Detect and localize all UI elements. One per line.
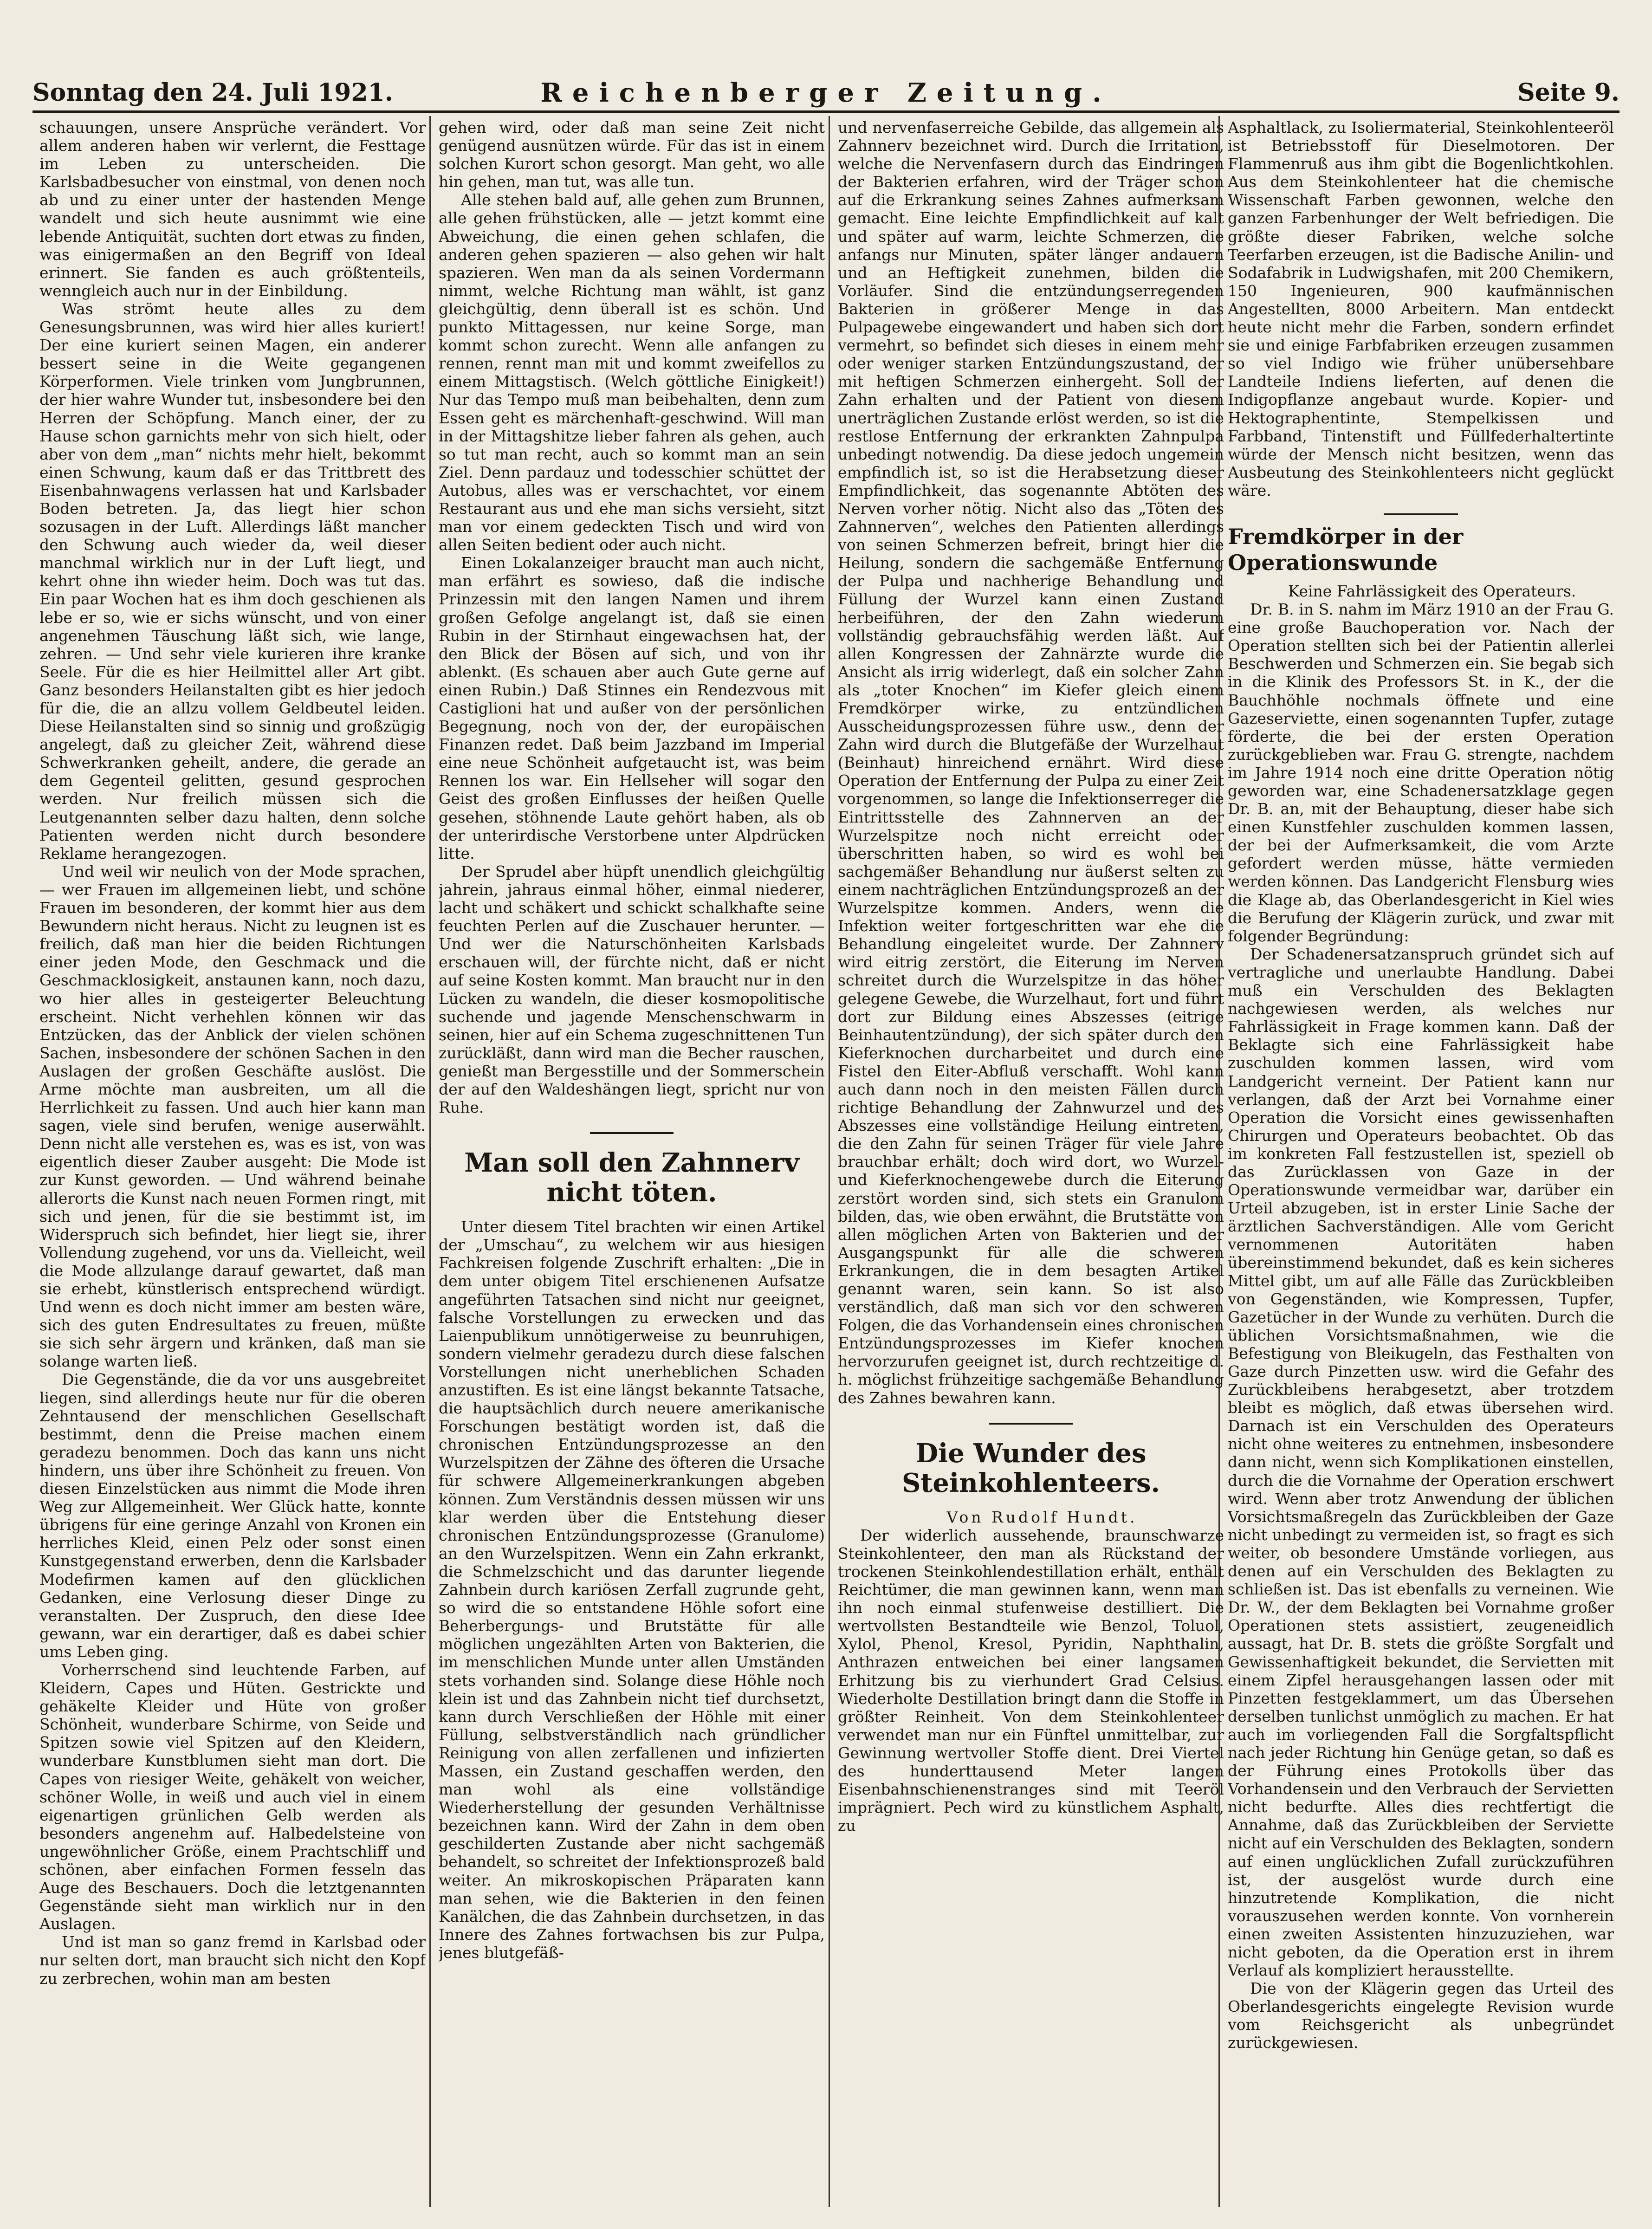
paragraph: Der Schadenersatzanspruch gründet sich auf vertragliche und unerlaubte Handlung. Dabei muß ein Verschulden des Beklagten nachgewiesen werden, als welches nur Fahrlässigkeit in Frage kommen kann. Daß der Beklagte sich eine Fahrlässigkeit habe zuschulden kommen lassen, wird vom Landgericht verneint. Der Patient kann nur verlangen, daß der Arzt bei Vornahme einer Operation die Vorsicht eines gewissenhaften Chirurgen und Operateurs beobachtet. Ob das im konkreten Fall festzustellen ist, speziell ob das Zurücklassen von Gaze in der Operationswunde vermeidbar war, darüber ein Urteil abzugeben, ist in erster Linie Sache der ärztlichen Sachverständigen. Alle vom Gericht vernommenen Autoritäten haben übereinstimmend bekundet, daß es kein sicheres Mittel gibt, um auf alle Fälle das Zurückbleiben von Gegenständen, wie Kompressen, Tupfer, Gazetücher in der Wunde zu verhüten. Durch die üblichen Vorsichtsmaßnahmen, wie die Befestigung von Bleikugeln, das Festhalten von Gaze durch Pinzetten usw. wird die Gefahr des Zurückbleibens herabgesetzt, aber trotzdem bleibt es möglich, daß etwas übersehen wird. Darnach ist ein Verschulden des Operateurs nicht ohne weiteres zu entnehmen, insbesondere dann nicht, wenn sich Komplikationen einstellen, durch die die Vornahme der Operation erschwert wird. Wenn aber trotz Anwendung der üblichen Vorsichtsmaßregeln das Zurückbleiben der Gaze nicht unbedingt zu vermeiden ist, so fragt es sich weiter, ob besondere Umstände vorliegen, aus denen auf ein Verschulden des Beklagten zu schließen ist. Das ist ebenfalls zu verneinen. Wie Dr. W., der dem Beklagten bei Vornahme großer Operationen stets assistiert, zeugeneidlich aussagt, hat Dr. B. stets die größte Sorgfalt und Gewissenhaftigkeit bekundet, die Servietten mit einem Zipfel herausgehangen lassen oder mit Pinzetten festgeklammert, um das Übersehen derselben tunlichst unmöglich zu machen. Er hat auch im vorliegenden Fall die Sorgfaltspflicht nach jeder Richtung hin Genüge getan, so daß es der Führung eines Protokolls über das Vorhandensein und den Verbrauch der Servietten nicht bedurfte. Alles dies rechtfertigt die Annahme, daß das Zurückbleiben der Serviette nicht auf ein Verschulden des Beklagten, sondern auf einen unglücklichen Zufall zurückzuführen ist, der ausgelöst wurde durch eine hinzutretende Komplikation, die nicht vorauszusehen werden konnte. Von vornherein einen zweiten Assistenten hinzuzuziehen, war nicht geboten, da die Operation erst in ihrem Verlauf als kompliziert herausstellte.: [1228, 945, 1614, 1980]
column-2: [439, 118, 825, 2207]
column-1: [39, 118, 426, 2207]
article-title-zahnnerv: Man soll den Zahnnerv nicht töten.: [464, 1147, 799, 1208]
column-3: [838, 118, 1224, 2207]
page-number: Seite 9.: [1517, 78, 1620, 107]
masthead: Reichenberger Zeitung.: [540, 78, 1112, 108]
paragraph: Der widerlich aussehende, braunschwarze Steinkohlenteer, den man als Rückstand der trockenen Steinkohlendestillation erhält, enthält Reichtümer, die man gewinnen kann, wenn man ihn noch einmal stufenweise destilliert. Die wertvollsten Bestandteile wie Benzol, Toluol, Xylol, Phenol, Kresol, Pyridin, Naphthalin, Anthrazen entweichen bei einer langsamen Erhitzung bis zu vierhundert Grad Celsius. Wiederholte Destillation bringt dann die Stoffe in größter Reinheit. Von dem Steinkohlenteer verwendet man nur ein Fünftel unmittelbar, zur Gewinnung wertvoller Stoffe dient. Drei Viertel des hunderttausend Meter langen Eisenbahnschienenstranges sind mit Teeröl imprägniert. Pech wird zu künstlichem Asphalt, zu: [838, 1526, 1224, 1835]
paragraph: Asphaltlack, zu Isoliermaterial, Steinkohlenteeröl ist Betriebsstoff für Dieselmotoren. Der Flammenruß aus ihm gibt die Bogenlichtkohlen. Aus dem Steinkohlenteer hat die chemische Wissenschaft Farben gewonnen, welche den ganzen Farbenhunger der Welt befriedigen. Die größte dieser Fabriken, welche solche Teerfarben erzeugen, ist die Badische Anilin- und Sodafabrik in Ludwigshafen, mit 200 Chemikern, 150 Ingenieuren, 900 kaufmännischen Angestellten, 8000 Arbeitern. Man entdeckt heute nicht mehr die Farben, sondern erfindet sie und einige Farbfabriken erzeugen zusammen so viel Indigo wie früher unübersehbare Landteile Indiens lieferten, auf denen die Indigopflanze angebaut wurde. Kopier- und Hektographentinte, Stempelkissen und Farbband, Tintenstift und Füllfederhaltertinte würde der Mensch nicht besitzen, wenn das Ausbeutung des Steinkohlenteers nicht geglückt wäre.: [1228, 118, 1614, 499]
paragraph: und nervenfaserreiche Gebilde, das allgemein als Zahnnerv bezeichnet wird. Durch die Irritation, welche die Nervenfasern durch das Eindringen der Bakterien erfahren, wird der Träger schon auf die Erkrankung seines Zahnes aufmerksam gemacht. Eine leichte Empfindlichkeit auf kalt und später auf warm, leichte Schmerzen, die anfangs nur Minuten, später länger andauern und an Heftigkeit zunehmen, bilden die Vorläufer. Sind die entzündungserregenden Bakterien in größerer Menge in das Pulpagewebe eingewandert und haben sich dort vermehrt, so befindet sich dieses in einem mehr oder weniger starken Entzündungszustand, der mit heftigen Schmerzen einhergeht. Soll der Zahn erhalten und der Patient von diesem unerträglichen Zustande erlöst werden, so ist die restlose Entfernung der erkrankten Zahnpulpa unbedingt notwendig. Da diese jedoch ungemein empfindlich ist, so ist die Herabsetzung dieser Empfindlichkeit, das sogenannte Abtöten des Nerven vorher nötig. Nicht also das „Töten des Zahnnerven“, welches den Patienten allerdings von seinen Schmerzen befreit, bringt hier die Heilung, sondern die sachgemäße Entfernung der Pulpa und nachherige Behandlung und Füllung der Wurzel kann einen Zustand herbeiführen, der den Zahn wiederum vollständig gebrauchsfähig werden läßt. Auf allen Kongressen der Zahnärzte wurde die Ansicht als irrig widerlegt, daß ein solcher Zahn als „toter Knochen“ im Kiefer gleich einem Fremdkörper wirke, zu entzündlichen Ausscheidungsprozessen führe usw., denn der Zahn wird durch die Blutgefäße der Wurzelhaut (Beinhaut) hinreichend ernährt. Wird diese Operation der Entfernung der Pulpa zu einer Zeit vorgenommen, so lange die Infektionserreger die Eintrittsstelle des Zahnnerven an der Wurzelspitze noch nicht erreicht oder überschritten haben, so wird es wohl bei sachgemäßer Behandlung nur äußerst selten zu einem nachträglichen Entzündungsprozeß an der Wurzelspitze kommen. Anders, wenn die Infektion weiter fortgeschritten war ehe die Behandlung eingeleitet wurde. Der Zahnnerv wird eitrig zerstört, die Eiterung im Nerven schreitet durch die Wurzelspitze in das höher gelegene Gewebe, die Wurzelhaut, fort und führt dort zur Bildung eines Abszesses (eitrige Beinhautentzündung), der sich später durch den Kieferknochen durcharbeitet und durch eine Fistel den Eiter-Abfluß verschafft. Wohl kann auch dann noch in den meisten Fällen durch richtige Behandlung der Zahnwurzel und des Abszesses eine vollständige Heilung eintreten, die den Zahn für seinen Träger für viele Jahre brauchbar erhält; doch wird dort, wo Wurzel- und Kieferknochengewebe durch die Eiterung zerstört worden sind, sich stets ein Granulom bilden, das, wie oben erwähnt, die Brutstätte von allen möglichen Arten von Bakterien und der Ausgangspunkt für alle die schweren Erkrankungen, die in dem besagten Artikel genannt waren, sein kann. So ist also verständlich, daß man sich vor den schweren Folgen, die das Vorhandensein eines chronischen Entzündungsprozesses im Kiefer knochen hervorzurufen geeignet ist, durch rechtzeitige d. h. möglichst frühzeitige sachgemäße Behandlung des Zahnes bewahren kann.: [838, 118, 1224, 1407]
article-byline: Von Rudolf Hundt.: [946, 1508, 1138, 1526]
section-divider: [1384, 513, 1458, 515]
paragraph: Die von der Klägerin gegen das Urteil des Oberlandesgerichts eingelegte Revision wurde vom Reichsgericht als unbegründet zurückgewiesen.: [1228, 1979, 1614, 2052]
paragraph: Was strömt heute alles zu dem Genesungsbrunnen, was wird hier alles kuriert! Der eine kuriert seinen Magen, ein anderer bessert seine in die Weite gegangenen Körperformen. Viele trinken vom Jungbrunnen, der hier wahre Wunder tut, insbesondere bei den Herren der Schöpfung. Manch einer, der zu Hause schon garnichts mehr von sich hielt, oder aber von dem „man“ nichts mehr hielt, bekommt einen Schwung, kaum daß er das Trittbrett des Eisenbahnwagens verlassen hat und Karlsbader Boden betreten. Ja, das liegt hier schon sozusagen in der Luft. Allerdings läßt mancher den Schwung auch wieder da, weil dieser manchmal wirklich nur in der Luft liegt, und kehrt ohne ihn wieder heim. Doch was tut das. Ein paar Wochen hat es ihm doch geschienen als lebe er so, wie er sichs wünscht, und von einer angenehmen Täuschung läßt sich, wie lange, zehren. — Und sehr viele kurieren ihre kranke Seele. Für die es hier Heilmittel aller Art gibt. Ganz besonders Heilanstalten gibt es hier jedoch für die, die an allzu vollem Geldbeutel leiden. Diese Heilanstalten sind so sinnig und großzügig angelegt, daß zu gleicher Zeit, während diese Schwerkranken geheilt, andere, die gerade an dem Gegenteil gelitten, gesund gesprochen werden. Nur freilich müssen sich die Leutgenannten selber dazu halten, denn solche Patienten werden nicht durch besondere Reklame herangezogen.: [39, 299, 426, 862]
paragraph: Einen Lokalanzeiger braucht man auch nicht, man erfährt es sowieso, daß die indische Prinzessin mit den langen Namen und ihrem großen Gefolge angelangt ist, daß sie einen Rubin in der Stirnhaut eingewachsen hat, der den Blick der Bösen auf sich, und von ihr ablenkt. (Es schauen aber auch Gute gerne auf einen Rubin.) Daß Stinnes ein Rendezvous mit Castiglioni hat und außer von der persönlichen Begegnung, noch von der, der europäischen Finanzen redet. Daß beim Jazzband im Imperial eine neue Schönheit aufgetaucht ist, was beim Rennen los war. Ein Hellseher will sogar den Geist des großen Einflusses der heißen Quelle gesehen, stöhnende Laute gehört haben, als ob der unterirdische Verstorbene unter Alpdrücken litte.: [439, 554, 825, 862]
column-divider: [829, 116, 830, 2207]
header-date: Sonntag den 24. Juli 1921.: [32, 78, 393, 107]
article-title-fremdkoerper: Fremdkörper in der Operationswunde: [1228, 524, 1464, 575]
paragraph: Unter diesem Titel brachten wir einen Artikel der „Umschau“, zu welchem wir aus hiesigen Fachkreisen folgende Zuschrift erhalten: „Die in dem unter obigem Titel erschienenen Aufsatze angeführten Tatsachen sind nicht nur geeignet, falsche Vorstellungen zu erwecken und das Laienpublikum unnötigerweise zu beunruhigen, sondern vielmehr geradezu durch diese falschen Vorstellungen nicht unerheblichen Schaden anzustiften. Es ist eine längst bekannte Tatsache, die hauptsächlich durch neuere amerikanische Forschungen bestätigt worden ist, daß die chronischen Entzündungsprozesse an den Wurzelspitzen der Zähne des öfteren die Ursache für schwere Allgemeinerkrankungen abgeben können. Zum Verständnis dessen müssen wir uns klar werden über die Entstehung dieser chronischen Entzündungsprozesse (Granulome) an den Wurzelspitzen. Wenn ein Zahn erkrankt, die Schmelzschicht und das darunter liegende Zahnbein durch kariösen Zerfall zugrunde geht, so wird die so entstandene Höhle sofort eine Beherbergungs- und Brutstätte für alle möglichen ungezählten Arten von Bakterien, die im menschlichen Munde unter allen Umständen stets vorhanden sind. Solange diese Höhle noch klein ist und das Zahnbein nicht tief durchsetzt, kann durch Verschließen der Höhle mit einer Füllung, selbstverständlich nach gründlicher Reinigung von allen zerfallenen und infizierten Massen, ein Zustand geschaffen werden, den man wohl als eine vollständige Wiederherstellung der gesunden Verhältnisse bezeichnen kann. Wird der Zahn in dem oben geschilderten Zustande aber nicht sachgemäß behandelt, so schreitet der Infektionsprozeß bald weiter. An mikroskopischen Präparaten kann man sehen, wie die Bakterien in den feinen Kanälchen, die das Zahnbein durchsetzen, in das Innere des Zahnes fortwachsen bis zur Pulpa, jenes blutgefäß-: [439, 1218, 825, 1962]
section-divider: [590, 1132, 674, 1134]
paragraph: gehen wird, oder daß man seine Zeit nicht genügend ausnützen würde. Für das ist in einem solchen Kurort schon gesorgt. Man geht, wo alle hin gehen, man tut, was alle tun.: [439, 118, 825, 191]
paragraph: Dr. B. in S. nahm im März 1910 an der Frau G. eine große Bauchoperation vor. Nach der Operation stellten sich bei der Patientin allerlei Beschwerden und Schmerzen ein. Sie begab sich in die Klinik des Professors St. in K., der die Bauchhöhle nochmals öffnete und eine Gazeserviette, einen sogenannten Tupfer, zutage förderte, die bei der ersten Operation zurückgeblieben war. Frau G. strengte, nachdem im Jahre 1914 noch eine dritte Operation nötig geworden war, eine Schadenersatzklage gegen Dr. B. an, mit der Behauptung, dieser habe sich einen Kunstfehler zuschulden kommen lassen, der bei der Aufmerksamkeit, die vom Arzte gefordert werden müsse, hätte vermieden werden können. Das Landgericht Flensburg wies die Klage ab, das Oberlandesgericht in Kiel wies die Berufung der Klägerin zurück, und zwar mit folgender Begründung:: [1228, 600, 1614, 945]
paragraph: Vorherrschend sind leuchtende Farben, auf Kleidern, Capes und Hüten. Gestrickte und gehäkelte Kleider und Hüte von großer Schönheit, wunderbare Schirme, von Seide und Spitzen sowie viel Spitzen auf den Kleidern, wunderbare Kunstblumen sieht man dort. Die Capes von riesiger Weite, gehäkelt von weicher, schöner Wolle, in weiß und auch viel in einem eigenartigen grünlichen Gelb werden als besonders angenehm auf. Halbedelsteine von ungewöhnlicher Größe, einem Prachtschliff und schönen, aber einfachen Formen fesseln das Auge des Beschauers. Doch die letztgenannten Gegenstände sieht man wirklich nur in den Auslagen.: [39, 1660, 426, 1933]
column-4: [1228, 118, 1614, 2207]
article-title-steinkohlenteer: Die Wunder des Steinkohlenteers.: [901, 1438, 1160, 1498]
paragraph: Alle stehen bald auf, alle gehen zum Brunnen, alle gehen frühstücken, alle — jetzt kommt eine Abweichung, die einen gehen schlafen, die anderen gehen spazieren — also gehen wir halt spazieren. Wen man da als seinen Vordermann nimmt, welche Richtung man wählt, ist ganz gleichgültig, denn überall ist es schön. Und punkto Mittagessen, nur keine Sorge, man kommt schon zurecht. Wenn alle anfangen zu rennen, rennt man mit und kommt zweifellos zu einem Mittagstisch. (Welch göttliche Einigkeit!) Nur das Tempo muß man beibehalten, denn zum Essen geht es märchenhaft-geschwind. Will man in der Mittagshitze lieber fahren als gehen, auch so tut man recht, auch so kommt man an sein Ziel. Denn pardauz und todesschier schüttet der Autobus, alles was er verschachtet, vor einem Restaurant aus und ehe man sichs versieht, sitzt man vor einem gedeckten Tisch und wird von allen Seiten bedient oder auch nicht.: [439, 191, 825, 554]
paragraph: schauungen, unsere Ansprüche verändert. Vor allem anderen haben wir verlernt, die Festtage im Leben zu unterscheiden. Die Karlsbadbesucher von einstmal, von denen noch ab und zu einer unter der hastenden Menge wandelt und sich heute ausnimmt wie eine lebende Antiquität, suchten dort etwas zu finden, was einigermaßen an den Begriff von Ideal erinnert. Sie fanden es auch größtenteils, wenngleich auch nur in der Einbildung.: [39, 118, 426, 300]
header-rule: [32, 110, 1620, 113]
article-subtitle: Keine Fahrlässigkeit des Operateurs.: [1288, 582, 1576, 600]
paragraph: Und ist man so ganz fremd in Karlsbad oder nur selten dort, man braucht sich nicht den Kopf zu zerbrechen, wohin man am besten: [39, 1933, 426, 1988]
paragraph: Die Gegenstände, die da vor uns ausgebreitet liegen, sind allerdings heute nur für die oberen Zehntausend der menschlichen Gesellschaft bestimmt, denn die Preise machen einem geradezu benommen. Doch das kann uns nicht hindern, uns über ihre Schönheit zu freuen. Von diesen Einzelstücken aus nimmt die Mode ihren Weg zur Allgemeinheit. Wer Glück hatte, konnte übrigens für eine geringe Anzahl von Kronen ein herrliches Kleid, einen Pelz oder sonst einen Kunstgegenstand erwerben, denn die Karlsbader Modefirmen kamen auf den glücklichen Gedanken, eine Verlosung dieser Dinge zu veranstalten. Der Zuspruch, den diese Idee gewann, war ein derartiger, daß es dabei schier ums Leben ging.: [39, 1370, 426, 1661]
column-divider: [429, 116, 431, 2207]
section-divider: [989, 1423, 1073, 1425]
page-header: [32, 77, 1620, 109]
paragraph: Der Sprudel aber hüpft unendlich gleichgültig jahrein, jahraus einmal höher, einmal niederer, lacht und schäkert und schickt schalkhafte seine feuchten Perlen auf die Zuschauer herunter. — Und wer die Naturschönheiten Karlsbads erschauen will, der fürchte nicht, daß er nicht auf seine Kosten kommt. Man braucht nur in den Lücken zu wandeln, die dieser kosmopolitische suchende und jagende Menschenschwarm in seinen, hier auf ein Schema zugeschnittenen Tun zurückläßt, dann wird man die Becher rauschen, genießt man Bergesstille und der Sommerschein der auf den Waldeshängen liegt, spricht nur von Ruhe.: [439, 862, 825, 1117]
paragraph: Und weil wir neulich von der Mode sprachen, — wer Frauen im allgemeinen liebt, und schöne Frauen im besonderen, der kommt hier aus dem Bewundern nicht heraus. Nicht zu leugnen ist es freilich, daß man hier die beiden Richtungen einer jeden Mode, den Geschmack und die Geschmacklosigkeit, anstaunen kann, noch dazu, wo hier alles in gesteigerter Beleuchtung erscheint. Nicht verhehlen können wir das Entzücken, das der Anblick der vielen schönen Sachen, insbesondere der schönen Sachen in den Auslagen der großen Geschäfte auslöst. Die Arme möchte man ausbreiten, um all die Herrlichkeit zu fassen. Und auch hier kann man sagen, viele sind berufen, wenige auserwählt. Denn nicht alle verstehen es, was es ist, von was eigentlich dieser Zauber ausgeht: Die Mode ist zur Kunst geworden. — Und während beinahe allerorts die Kunst nach neuen Formen ringt, mit sich und jenen, für die sie bestimmt ist, im Widerspruch sich befindet, hier liegt sie, ihrer Vollendung zugehend, vor uns da. Vielleicht, weil die Mode allzulange darauf gewartet, daß man sie erhebt, künstlerisch entsprechend würdigt. Und wenn es doch nicht immer am besten wäre, sich des guten Endresultates zu freuen, müßte sie sich sehr ärgern und kränken, daß man sie solange warten ließ.: [39, 862, 426, 1371]
